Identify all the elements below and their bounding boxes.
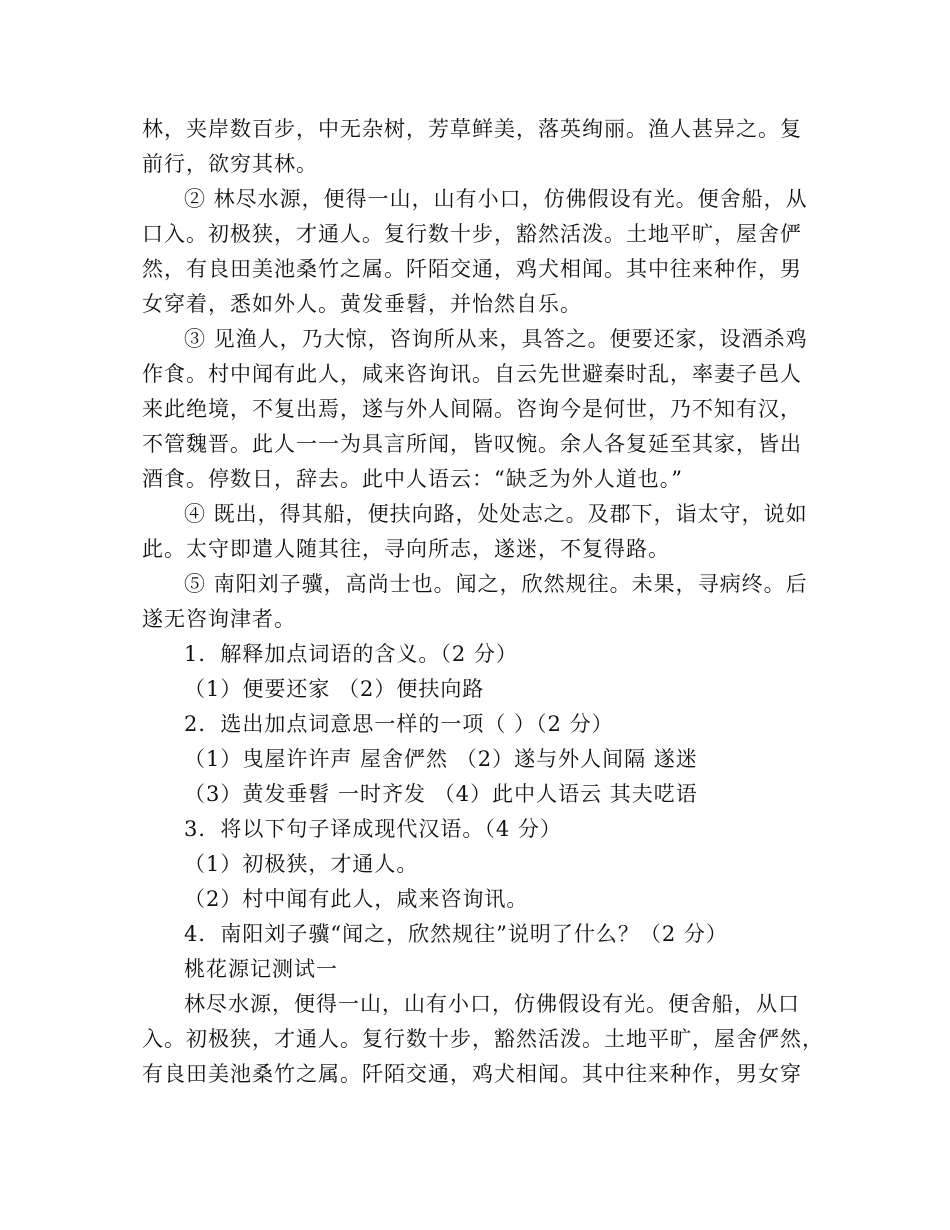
question-line: 1．解释加点词语的含义。（2 分） (184, 642, 518, 666)
text-line: 林尽水源，便得一山，山有小口，仿佛假设有光。便舍船，从口 (184, 992, 800, 1016)
text-line: ④ 既出，得其船，便扶向路，处处志之。及郡下，诣太守，说如 (184, 502, 808, 526)
text-line: 入。初极狭，才通人。复行数十步，豁然活泼。土地平旷，屋舍俨然， (142, 1027, 824, 1051)
text-line: 有良田美池桑竹之属。阡陌交通，鸡犬相闻。其中往来种作，男女穿 (142, 1062, 802, 1086)
text-line: 酒食。停数日，辞去。此中人语云：“缺乏为外人道也。” (142, 467, 683, 491)
text-line: 前行，欲穷其林。 (142, 152, 318, 176)
section-heading: 桃花源记测试一 (184, 957, 338, 981)
text-line: 作食。村中闻有此人，咸来咨询讯。自云先世避秦时乱，率妻子邑人 (142, 362, 802, 386)
text-line: 口入。初极狭，才通人。复行数十步，豁然活泼。土地平旷，屋舍俨 (142, 222, 802, 246)
text-line: ③ 见渔人，乃大惊，咨询所从来，具答之。便要还家，设酒杀鸡 (184, 327, 808, 351)
text-line: ⑤ 南阳刘子骥，高尚士也。闻之，欣然规往。未果，寻病终。后 (184, 572, 808, 596)
text-line: 此。太守即遣人随其往，寻向所志，遂迷，不复得路。 (142, 537, 670, 561)
option-line: （3）黄发垂髫 一时齐发 （4）此中人语云 其夫呓语 (184, 782, 698, 806)
text-line: 遂无咨询津者。 (142, 607, 296, 631)
question-line: 2．选出加点词意思一样的一项（ ）（2 分） (184, 712, 614, 736)
text-line: 来此绝境，不复出焉，遂与外人间隔。咨询今是何世，乃不知有汉， (142, 397, 802, 421)
option-line: （1）初极狭，才通人。 (184, 852, 419, 876)
text-line: 不管魏晋。此人一一为具言所闻，皆叹惋。余人各复延至其家，皆出 (142, 432, 802, 456)
question-line: 3．将以下句子译成现代汉语。（4 分） (184, 817, 562, 841)
option-line: （1）便要还家 （2）便扶向路 (184, 677, 485, 701)
text-line: 然，有良田美池桑竹之属。阡陌交通，鸡犬相闻。其中往来种作，男 (142, 257, 802, 281)
text-line: 林，夹岸数百步，中无杂树，芳草鲜美，落英绚丽。渔人甚异之。复 (142, 117, 802, 141)
question-line: 4．南阳刘子骥“闻之，欣然规往”说明了什么？（2 分） (184, 922, 728, 946)
option-line: （1）曳屋许许声 屋舍俨然 （2）遂与外人间隔 遂迷 (184, 747, 698, 771)
text-line: 女穿着，悉如外人。黄发垂髫，并怡然自乐。 (142, 292, 582, 316)
option-line: （2）村中闻有此人，咸来咨询讯。 (184, 887, 529, 911)
text-line: ② 林尽水源，便得一山，山有小口，仿佛假设有光。便舍船，从 (184, 187, 808, 211)
